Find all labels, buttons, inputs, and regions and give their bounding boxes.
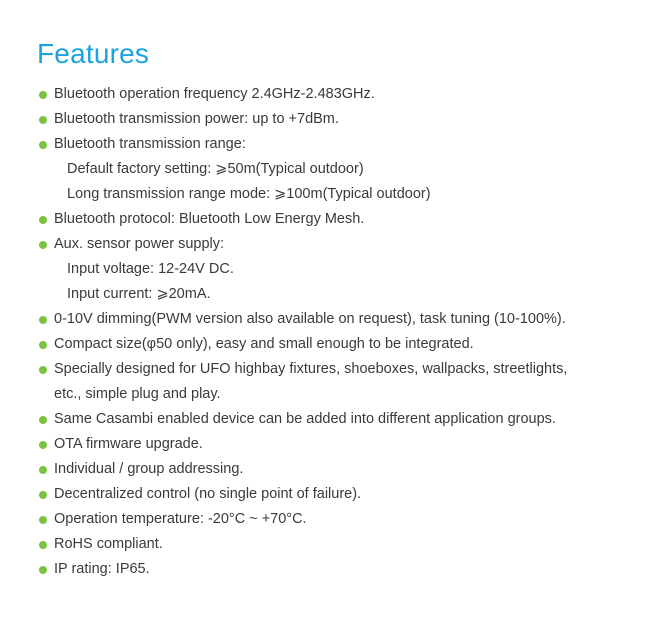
feature-text: Operation temperature: -20°C ~ +70°C. [54, 511, 307, 527]
feature-text: Aux. sensor power supply: [54, 236, 225, 252]
page-title: Features [37, 38, 150, 69]
feature-item [37, 407, 637, 432]
bullet-dot-icon [39, 241, 47, 249]
feature-subitem: Input current: ⩾20mA. [67, 286, 211, 302]
feature-item [37, 507, 637, 532]
bullet-dot-icon [39, 516, 47, 524]
feature-text: OTA firmware upgrade. [54, 436, 203, 452]
bullet-dot-icon [39, 491, 47, 499]
feature-item [37, 232, 637, 307]
bullet-dot-icon [39, 341, 47, 349]
bullet-dot-icon [39, 416, 47, 424]
bullet-dot-icon [39, 466, 47, 474]
feature-item [37, 357, 637, 407]
feature-text: Decentralized control (no single point of failure). [54, 486, 362, 502]
feature-text: Specially designed for UFO highbay fixtures, shoeboxes, wallpacks, streetlights, [54, 361, 568, 377]
feature-item [37, 557, 637, 582]
feature-text: Bluetooth protocol: Bluetooth Low Energy Mesh. [54, 211, 365, 227]
feature-item [37, 207, 637, 232]
feature-text: Individual / group addressing. [54, 461, 244, 477]
bullet-dot-icon [39, 441, 47, 449]
feature-item [37, 457, 637, 482]
bullet-dot-icon [39, 566, 47, 574]
feature-text: Bluetooth transmission power: up to +7dBm. [54, 111, 339, 127]
bullet-dot-icon [39, 541, 47, 549]
bullet-dot-icon [39, 216, 47, 224]
feature-text: RoHS compliant. [54, 536, 163, 552]
feature-subitem: Default factory setting: ⩾50m(Typical outdoor) [67, 161, 364, 177]
bullet-dot-icon [39, 116, 47, 124]
feature-text: Bluetooth transmission range: [54, 136, 246, 152]
feature-text: IP rating: IP65. [54, 561, 150, 577]
bullet-dot-icon [39, 141, 47, 149]
bullet-dot-icon [39, 316, 47, 324]
bullet-dot-icon [39, 91, 47, 99]
feature-item [37, 332, 637, 357]
feature-item [37, 82, 637, 107]
feature-item [37, 107, 637, 132]
feature-text-continued: etc., simple plug and play. [54, 386, 221, 402]
feature-item [37, 307, 637, 332]
feature-item [37, 432, 637, 457]
feature-text: Same Casambi enabled device can be added into different application groups. [54, 411, 556, 427]
feature-text: 0-10V dimming(PWM version also available on request), task tuning (10-100%). [54, 311, 566, 327]
features-list [37, 82, 637, 582]
feature-text: Compact size(φ50 only), easy and small enough to be integrated. [54, 336, 474, 352]
feature-text: Bluetooth operation frequency 2.4GHz-2.483GHz. [54, 86, 375, 102]
bullet-dot-icon [39, 366, 47, 374]
feature-subitem: Input voltage: 12-24V DC. [67, 261, 234, 277]
feature-item [37, 132, 637, 207]
feature-item [37, 482, 637, 507]
feature-item [37, 532, 637, 557]
feature-subitem: Long transmission range mode: ⩾100m(Typical outdoor) [67, 186, 431, 202]
